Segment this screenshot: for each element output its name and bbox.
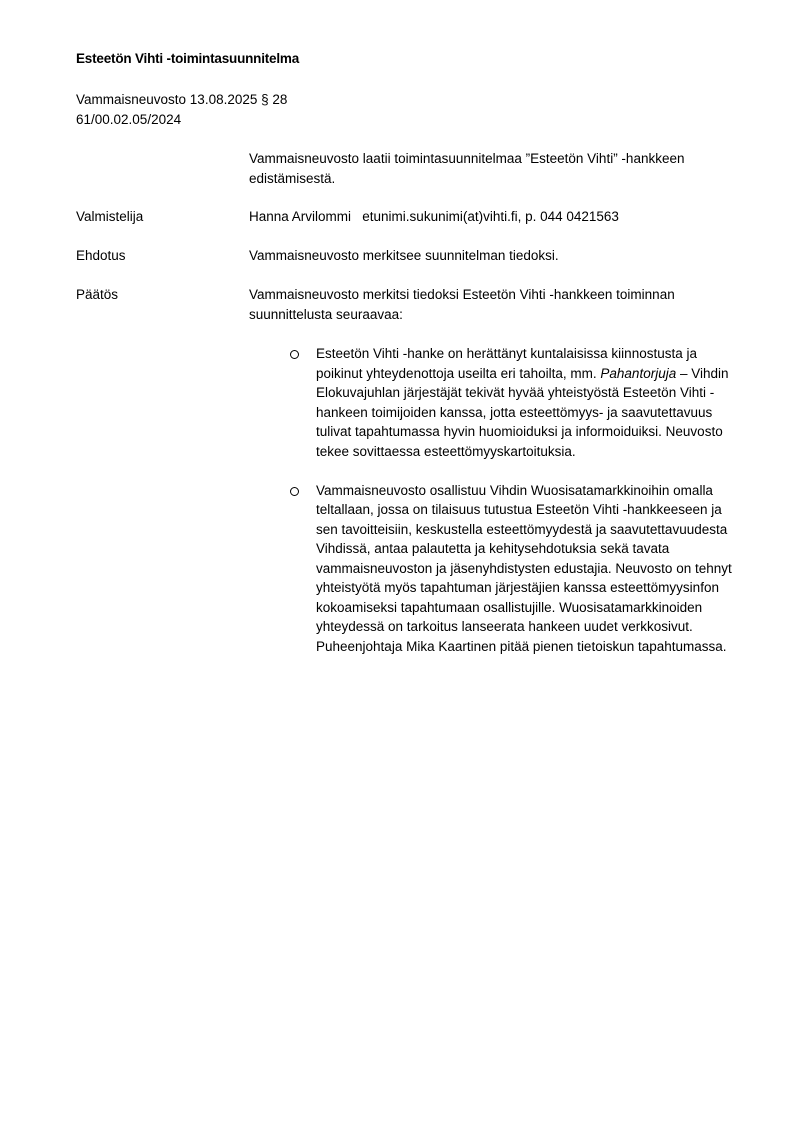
meeting-info — [76, 90, 287, 129]
bullet-text-part: Esteetön Vihti -hanke on herättänyt kuntalaisissa kiinnostusta ja poikinut yhteydenottoja useilta eri tahoilta, mm. — [316, 346, 697, 381]
decision-bullet-list — [290, 344, 738, 656]
record-id: 61/00.02.05/2024 — [76, 111, 182, 127]
circle-bullet-icon — [290, 487, 299, 496]
circle-bullet-icon — [290, 350, 299, 359]
section-text: Vammaisneuvosto merkitsee suunnitelman tiedoksi. — [249, 248, 559, 263]
section-text: Hanna Arvilommi etunimi.sukunimi(at)vihti.fi, p. 044 0421563 — [249, 209, 619, 224]
bullet-italic-text: Pahantorjuja — [600, 365, 677, 381]
bullet-text — [316, 344, 738, 461]
document-title: Esteetön Vihti -toimintasuunnitelma — [76, 51, 300, 66]
list-item — [290, 481, 738, 657]
section-label: Päätös — [76, 287, 119, 302]
list-item — [290, 344, 738, 461]
section-text: Vammaisneuvosto merkitsi tiedoksi Esteetön Vihti -hankkeen toiminnan suunnittelusta seuraavaa: — [249, 287, 675, 322]
bullet-text-part: – Vihdin Elokuvajuhlan järjestäjät tekivät hyvää yhteistyöstä Esteetön Vihti -hankeen toimijoiden kanssa, jotta esteettömyys- ja saavutettavuus tulivat tapahtumassa hyvin huomioiduksi ja informoiduiksi. Neuvosto tekee sovittaessa esteettömyyskartoituksia. — [316, 365, 729, 459]
meeting-reference: Vammaisneuvosto 13.08.2025 § 28 — [76, 92, 288, 107]
section-label: Valmistelija — [76, 209, 144, 224]
intro-text: Vammaisneuvosto laatii toimintasuunnitelmaa ”Esteetön Vihti” -hankkeen edistämisestä. — [249, 151, 685, 186]
section-label: Ehdotus — [76, 248, 126, 263]
bullet-text: Vammaisneuvosto osallistuu Vihdin Wuosisatamarkkinoihin omalla teltallaan, jossa on tilaisuus tutustua Esteetön Vihti -hankkeeseen ja sen tavoitteisiin, keskustella esteettömyydestä ja saavutettavuudesta Vihdissä, antaa palautetta ja kehitysehdotuksia sekä tavata vammaisneuvoston ja jäsenyhdistysten edustajia. Neuvosto on tehnyt yhteistyötä myös tapahtuman järjestäjien kanssa esteettömyysinfon kokoamiseksi tapahtumaan osallistujille. Wuosisatamarkkinoiden yhteydessä on tarkoitus lanseerata hankeen uudet verkkosivut. Puheenjohtaja Mika Kaartinen pitää pienen tietoiskun tapahtumassa. — [316, 482, 732, 654]
